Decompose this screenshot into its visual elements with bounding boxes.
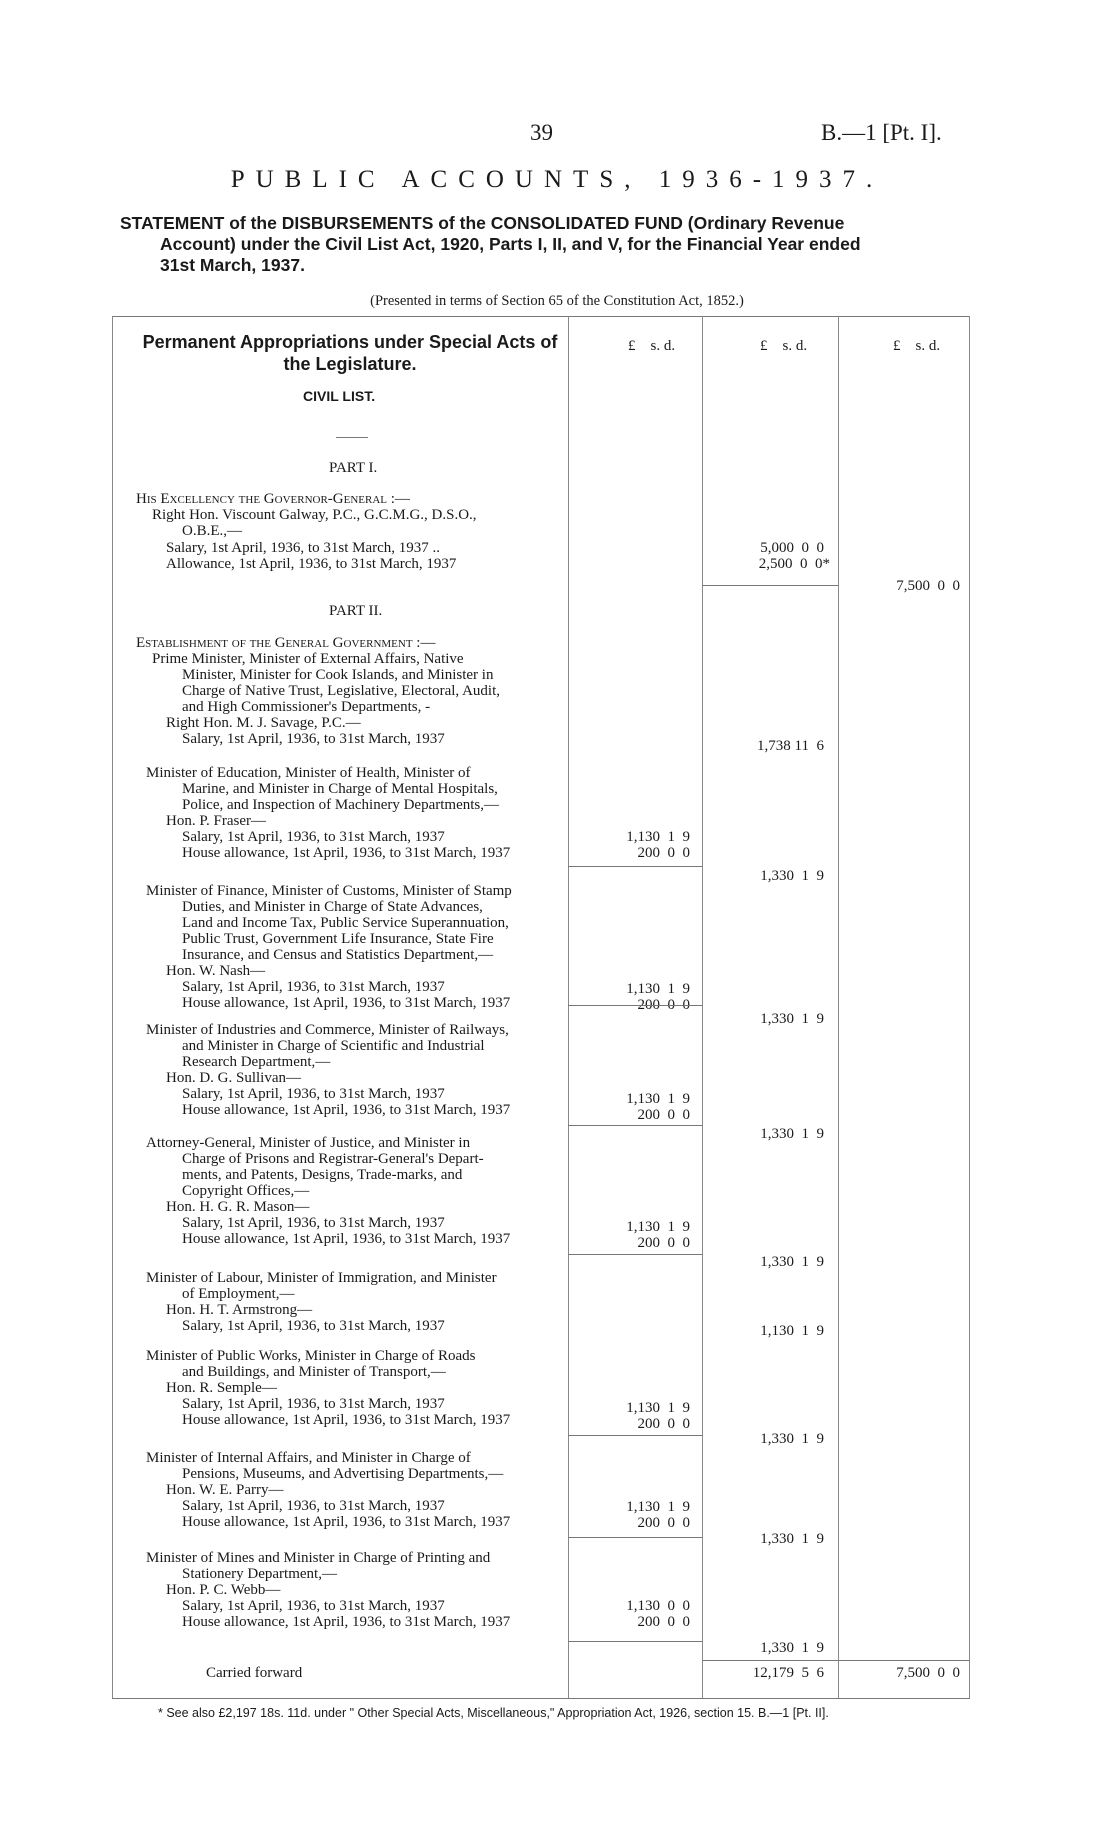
entry-line: Insurance, and Census and Statistics Department,— bbox=[182, 947, 494, 963]
entry-line: Stationery Department,— bbox=[182, 1566, 337, 1582]
amount: 1,130 1 9 bbox=[626, 1400, 690, 1416]
entry-line: Salary, 1st April, 1936, to 31st March, 1937 bbox=[182, 1318, 445, 1334]
part-title: PART I. bbox=[329, 460, 378, 476]
entry-line: Police, and Inspection of Machinery Departments,— bbox=[182, 797, 499, 813]
entry-line: Salary, 1st April, 1936, to 31st March, 1937 bbox=[182, 829, 445, 845]
column-rule bbox=[568, 316, 569, 1698]
entry-line: Hon. D. G. Sullivan— bbox=[166, 1070, 301, 1086]
part-title: PART II. bbox=[329, 603, 383, 619]
entry-line: Minister of Finance, Minister of Customs, Minister of Stamp bbox=[146, 883, 512, 899]
entry-line: Pensions, Museums, and Advertising Departments,— bbox=[182, 1466, 504, 1482]
amount: 200 0 0 bbox=[637, 997, 690, 1013]
table-top-rule bbox=[112, 316, 970, 317]
entry-line: House allowance, 1st April, 1936, to 31st March, 1937 bbox=[182, 1412, 511, 1428]
table-left-rule bbox=[112, 316, 113, 1698]
civil-list-heading: CIVIL LIST. bbox=[303, 388, 376, 404]
column-heading: Permanent Appropriations under Special Acts of the Legislature. bbox=[142, 332, 558, 374]
total-amount: 7,500 0 0 bbox=[896, 578, 960, 594]
subtotal-rule bbox=[568, 1254, 702, 1255]
amount: 200 0 0 bbox=[637, 1235, 690, 1251]
amount: 2,500 0 0* bbox=[758, 556, 830, 572]
amount: 1,130 1 9 bbox=[626, 1091, 690, 1107]
total-amount: 1,738 11 6 bbox=[757, 738, 824, 754]
entry-line: Salary, 1st April, 1936, to 31st March, 1937 bbox=[182, 1215, 445, 1231]
total-amount: 1,330 1 9 bbox=[760, 1011, 824, 1027]
short-divider bbox=[336, 437, 368, 438]
entry-line: Attorney-General, Minister of Justice, and Minister in bbox=[146, 1135, 471, 1151]
statement-line: Account) under the Civil List Act, 1920, Parts I, II, and V, for the Financial Year ended bbox=[160, 234, 861, 254]
entry-line: House allowance, 1st April, 1936, to 31st March, 1937 bbox=[182, 845, 511, 861]
entry-line: Salary, 1st April, 1936, to 31st March, 1937 bbox=[182, 731, 445, 747]
entry-line: Minister of Industries and Commerce, Minister of Railways, bbox=[146, 1022, 509, 1038]
subtotal-rule bbox=[568, 866, 702, 867]
statement-line: 31st March, 1937. bbox=[160, 255, 305, 275]
entry-line: Salary, 1st April, 1936, to 31st March, 1937 .. bbox=[166, 540, 441, 556]
entry-line: Prime Minister, Minister of External Affairs, Native bbox=[152, 651, 464, 667]
entry-line: Copyright Offices,— bbox=[182, 1183, 310, 1199]
subtotal-rule bbox=[702, 585, 838, 586]
amount: 5,000 0 0 bbox=[760, 540, 824, 556]
col1-currency-header: £ s. d. bbox=[628, 338, 676, 354]
page-number: 39 bbox=[530, 120, 553, 145]
entry-line: House allowance, 1st April, 1936, to 31st March, 1937 bbox=[182, 1514, 511, 1530]
entry-line: Land and Income Tax, Public Service Superannuation, bbox=[182, 915, 509, 931]
presented-note: (Presented in terms of Section 65 of the Constitution Act, 1852.) bbox=[370, 293, 744, 309]
entry-line: Minister of Education, Minister of Health, Minister of bbox=[146, 765, 471, 781]
entry-line: Salary, 1st April, 1936, to 31st March, 1937 bbox=[182, 1396, 445, 1412]
entry-line: Public Trust, Government Life Insurance, State Fire bbox=[182, 931, 494, 947]
entry-line: Right Hon. Viscount Galway, P.C., G.C.M.G., D.S.O., bbox=[152, 507, 477, 523]
total-amount: 1,330 1 9 bbox=[760, 868, 824, 884]
entry-line: and High Commissioner's Departments, - bbox=[182, 699, 431, 715]
entry-line: Right Hon. M. J. Savage, P.C.— bbox=[166, 715, 361, 731]
entry-line: Establishment of the General Government :— bbox=[136, 635, 436, 651]
footnote: * See also £2,197 18s. 11d. under " Other Special Acts, Miscellaneous," Appropriation Act, 1926, section 15. B.—1 [Pt. II]. bbox=[158, 1706, 829, 1720]
entry-line: Minister of Mines and Minister in Charge of Printing and bbox=[146, 1550, 491, 1566]
subtotal-rule bbox=[568, 1435, 702, 1436]
entry-line: House allowance, 1st April, 1936, to 31st March, 1937 bbox=[182, 995, 511, 1011]
entry-line: and Buildings, and Minister of Transport,— bbox=[182, 1364, 446, 1380]
entry-line: Hon. W. E. Parry— bbox=[166, 1482, 284, 1498]
page-title: PUBLIC ACCOUNTS, 1936-1937. bbox=[230, 166, 884, 193]
entry-line: Hon. H. G. R. Mason— bbox=[166, 1199, 310, 1215]
amount: 200 0 0 bbox=[637, 1515, 690, 1531]
entry-line: Minister of Public Works, Minister in Charge of Roads bbox=[146, 1348, 476, 1364]
amount: 200 0 0 bbox=[637, 845, 690, 861]
amount: 200 0 0 bbox=[637, 1107, 690, 1123]
entry-line: Minister of Internal Affairs, and Minister in Charge of bbox=[146, 1450, 471, 1466]
entry-line: Minister of Labour, Minister of Immigration, and Minister bbox=[146, 1270, 497, 1286]
entry-line: Hon. H. T. Armstrong— bbox=[166, 1302, 313, 1318]
entry-line: Allowance, 1st April, 1936, to 31st March, 1937 bbox=[166, 556, 457, 572]
entry-line: Salary, 1st April, 1936, to 31st March, 1937 bbox=[182, 1498, 445, 1514]
carried-forward-rule bbox=[702, 1660, 970, 1661]
entry-line: of Employment,— bbox=[182, 1286, 295, 1302]
total-amount: 1,330 1 9 bbox=[760, 1640, 824, 1656]
carried-forward-col2: 12,179 5 6 bbox=[752, 1665, 824, 1681]
column-rule bbox=[838, 316, 839, 1698]
amount: 1,130 1 9 bbox=[626, 1219, 690, 1235]
entry-line: Salary, 1st April, 1936, to 31st March, 1937 bbox=[182, 1598, 445, 1614]
entry-line: Hon. P. C. Webb— bbox=[166, 1582, 281, 1598]
page-reference: B.—1 [Pt. I]. bbox=[821, 120, 942, 145]
subtotal-rule bbox=[568, 1005, 702, 1006]
total-amount: 1,330 1 9 bbox=[760, 1431, 824, 1447]
total-amount: 1,330 1 9 bbox=[760, 1531, 824, 1547]
amount: 1,130 1 9 bbox=[626, 829, 690, 845]
entry-line: House allowance, 1st April, 1936, to 31st March, 1937 bbox=[182, 1102, 511, 1118]
col3-currency-header: £ s. d. bbox=[893, 338, 941, 354]
entry-line: ments, and Patents, Designs, Trade-marks, and bbox=[182, 1167, 463, 1183]
amount: 200 0 0 bbox=[637, 1416, 690, 1432]
carried-forward-label: Carried forward bbox=[206, 1665, 303, 1681]
entry-line: Salary, 1st April, 1936, to 31st March, 1937 bbox=[182, 1086, 445, 1102]
col2-currency-header: £ s. d. bbox=[760, 338, 808, 354]
entry-line: House allowance, 1st April, 1936, to 31st March, 1937 bbox=[182, 1614, 511, 1630]
subtotal-rule bbox=[568, 1537, 702, 1538]
subtotal-rule bbox=[568, 1641, 702, 1642]
total-amount: 1,130 1 9 bbox=[760, 1323, 824, 1339]
entry-line: O.B.E.,— bbox=[182, 523, 242, 539]
entry-line: Hon. R. Semple— bbox=[166, 1380, 277, 1396]
entry-line: Hon. P. Fraser— bbox=[166, 813, 266, 829]
statement-line: STATEMENT of the DISBURSEMENTS of the CONSOLIDATED FUND (Ordinary Revenue bbox=[120, 213, 845, 233]
subtotal-rule bbox=[568, 1125, 702, 1126]
carried-forward-col3: 7,500 0 0 bbox=[896, 1665, 960, 1681]
amount: 1,130 1 9 bbox=[626, 981, 690, 997]
entry-line: House allowance, 1st April, 1936, to 31st March, 1937 bbox=[182, 1231, 511, 1247]
entry-line: Charge of Prisons and Registrar-General's Depart- bbox=[182, 1151, 484, 1167]
table-bottom-rule bbox=[112, 1698, 970, 1699]
entry-line: Research Department,— bbox=[182, 1054, 331, 1070]
amount: 1,130 1 9 bbox=[626, 1499, 690, 1515]
total-amount: 1,330 1 9 bbox=[760, 1254, 824, 1270]
entry-line: Salary, 1st April, 1936, to 31st March, 1937 bbox=[182, 979, 445, 995]
table-right-rule bbox=[969, 316, 970, 1698]
entry-line: Duties, and Minister in Charge of State Advances, bbox=[182, 899, 483, 915]
entry-line: Marine, and Minister in Charge of Mental Hospitals, bbox=[182, 781, 498, 797]
entry-line: Charge of Native Trust, Legislative, Electoral, Audit, bbox=[182, 683, 501, 699]
statement-heading bbox=[120, 213, 1000, 276]
amount: 1,130 0 0 bbox=[626, 1598, 690, 1614]
entry-line: His Excellency the Governor-General :— bbox=[136, 491, 410, 507]
entry-line: Minister, Minister for Cook Islands, and Minister in bbox=[182, 667, 494, 683]
entry-line: Hon. W. Nash— bbox=[166, 963, 266, 979]
total-amount: 1,330 1 9 bbox=[760, 1126, 824, 1142]
column-rule bbox=[702, 316, 703, 1698]
amount: 200 0 0 bbox=[637, 1614, 690, 1630]
entry-line: and Minister in Charge of Scientific and Industrial bbox=[182, 1038, 485, 1054]
